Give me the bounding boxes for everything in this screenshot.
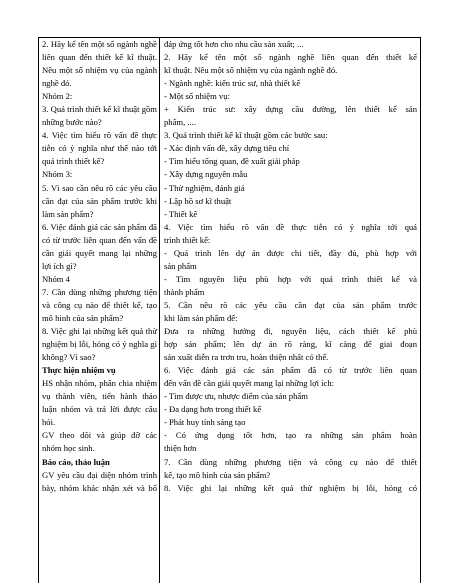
right-text-line: 5. Cần nêu rõ các yêu cầu cần đạt của sản phẩm trước — [164, 299, 417, 310]
right-text-line: sản phẩm — [164, 260, 197, 271]
left-text-line: vụ thành viên, tiến hành thảo — [42, 391, 157, 402]
left-text-line: làm sản phẩm? — [42, 208, 94, 219]
left-text-line: Nêu một số nhiệm vụ của ngành — [42, 65, 157, 76]
left-text-line: Nhóm 3: — [42, 169, 73, 180]
activity-column — [39, 38, 160, 583]
left-text-line: Nhóm 2: — [42, 91, 73, 102]
left-text-line: 5. Vì sao cần nêu rõ các yêu cầu — [42, 182, 157, 193]
left-text-line: HS nhận nhóm, phân chia nhiệm — [42, 378, 157, 389]
left-text-line: lợi ích gì? — [42, 260, 77, 271]
right-text-line: sản xuất diễn ra trơn tru, hoàn thiện nhất có thể. — [164, 352, 329, 363]
left-text-line: không? Vì sao? — [42, 352, 96, 363]
right-text-line: khi làm sản phẩm để: — [164, 312, 238, 323]
left-text-line: quá trình thiết kế? — [42, 156, 105, 167]
right-text-line: kế, tạo mô hình của sản phẩm? — [164, 469, 271, 480]
right-text-line: - Tìm nguyên liệu phù hợp với quá trình thiết kế và — [164, 273, 417, 284]
left-text-line: có từ trước liên quan đến vấn đề — [42, 234, 157, 245]
right-text-line: phẩm, .... — [164, 117, 196, 128]
right-text-line: - Tìm hiểu tổng quan, đề xuất giải pháp — [164, 156, 300, 167]
right-text-line: - Phát huy tính sáng tạo — [164, 417, 246, 428]
right-text-line: - Xây dựng nguyên mẫu — [164, 169, 248, 180]
left-text-line: 4. Việc tìm hiểu rõ vấn đề thực — [42, 130, 157, 141]
right-text-line: đến vấn đề cần giải quyết mang lại những lợi ích: — [164, 378, 335, 389]
right-text-line: - Ngành nghề: kiến trúc sư, nhà thiết kế — [164, 78, 301, 89]
right-text-line: - Thử nghiệm, đánh giá — [164, 182, 245, 193]
right-text-line: - Đa dạng hơn trong thiết kế — [164, 404, 262, 415]
right-text-line: - Xác định vấn đề, xây dựng tiêu chí — [164, 143, 290, 154]
left-text-line: và công cụ nào để thiết kế, tạo — [42, 299, 157, 310]
left-text-line: Nhóm 4 — [42, 273, 70, 284]
right-text-line: - Một số nhiệm vụ: — [164, 91, 230, 102]
right-text-line: - Tìm được ưu, nhược điểm của sản phẩm — [164, 391, 308, 402]
left-text-line: cần giải quyết mang lại những — [42, 247, 157, 258]
right-text-line: - Quá trình lên dự án được chi tiết, đầy đủ, phù hợp với — [164, 247, 417, 258]
left-text-line: Báo cáo, thảo luận — [42, 456, 110, 467]
left-text-line: GV theo dõi và giúp đỡ các — [42, 430, 157, 441]
left-text-line: nghề đó. — [42, 78, 72, 89]
left-text-line: 6. Việc đánh giá các sản phẩm đã — [42, 221, 157, 232]
right-text-line: - Thiết kế — [164, 208, 198, 219]
left-text-line: 8. Việc ghi lại những kết quả thử — [42, 326, 157, 337]
right-text-line: - Lập hồ sơ kĩ thuật — [164, 195, 232, 206]
right-text-line: thiện hơn — [164, 443, 197, 454]
left-text-line: mô hình của sản phẩm? — [42, 312, 124, 323]
left-text-line: cần đạt của sản phẩm trước khi — [42, 195, 157, 206]
left-text-line: hỏi. — [42, 417, 56, 428]
left-text-line: nghiệm bị lỗi, hỏng có ý nghĩa gì — [42, 339, 157, 350]
right-text-line: thành phẩm — [164, 286, 205, 297]
right-text-line: 2. Hãy kể tên một số ngành nghề liên quan đến thiết kế — [164, 52, 417, 63]
right-text-line: kĩ thuật. Nêu một số nhiệm vụ của ngành nghề đó. — [164, 65, 338, 76]
left-text-line: 7. Cần dùng những phương tiện — [42, 286, 157, 297]
right-text-line: - Có ứng dụng tốt hơn, tạo ra những sản phẩm hoàn — [164, 430, 417, 441]
left-text-line: những bước nào? — [42, 117, 102, 128]
right-text-line: 8. Việc ghi lại những kết quả thử nghiệm bị lỗi, hỏng có — [164, 482, 417, 493]
document-table — [38, 37, 421, 583]
right-text-line: 7. Cần dùng những phương tiện và công cụ nào để thiết — [164, 456, 417, 467]
left-text-line: GV yêu cầu đại diện nhóm trình — [42, 469, 157, 480]
right-text-line: đáp ứng tốt hơn cho nhu cầu sản xuất; ... — [164, 39, 304, 49]
left-text-line: 2. Hãy kể tên một số ngành nghề — [42, 39, 157, 49]
right-text-line: hợp sản phẩm; lên dự án rõ ràng, kĩ càng để giai đoạn — [164, 339, 417, 350]
left-text-line: liên quan đến thiết kế kĩ thuật. — [42, 52, 157, 63]
right-text-line: Đưa ra những hướng đi, nguyên liệu, cách thiết kế phù — [164, 326, 417, 337]
right-text-line: 3. Quá trình thiết kế kĩ thuật gồm các bước sau: — [164, 130, 328, 141]
right-text-line: + Kiến trúc sư: xây dựng cầu đường, lên thiết kế sản — [164, 104, 417, 115]
left-text-line: nhóm học sinh. — [42, 443, 95, 454]
left-text-line: 3. Quá trình thiết kế kĩ thuật gồm — [42, 104, 157, 115]
left-text-line: luận nhóm và trả lời được câu — [42, 404, 157, 415]
right-text-line: 4. Việc tìm hiểu rõ vấn đề thực tiễn có ý nghĩa tới quá — [164, 221, 417, 232]
left-text-line: tiễn có ý nghĩa như thế nào tới — [42, 143, 157, 154]
answer-column — [160, 38, 420, 583]
right-text-line: trình thiết kế: — [164, 234, 211, 245]
left-text-line: Thực hiện nhiệm vụ — [42, 365, 116, 376]
left-text-line: bày, nhóm khác nhận xét và bổ — [42, 482, 157, 493]
right-text-line: 6. Việc đánh giá các sản phẩm đã có từ trước liên quan — [164, 365, 417, 376]
